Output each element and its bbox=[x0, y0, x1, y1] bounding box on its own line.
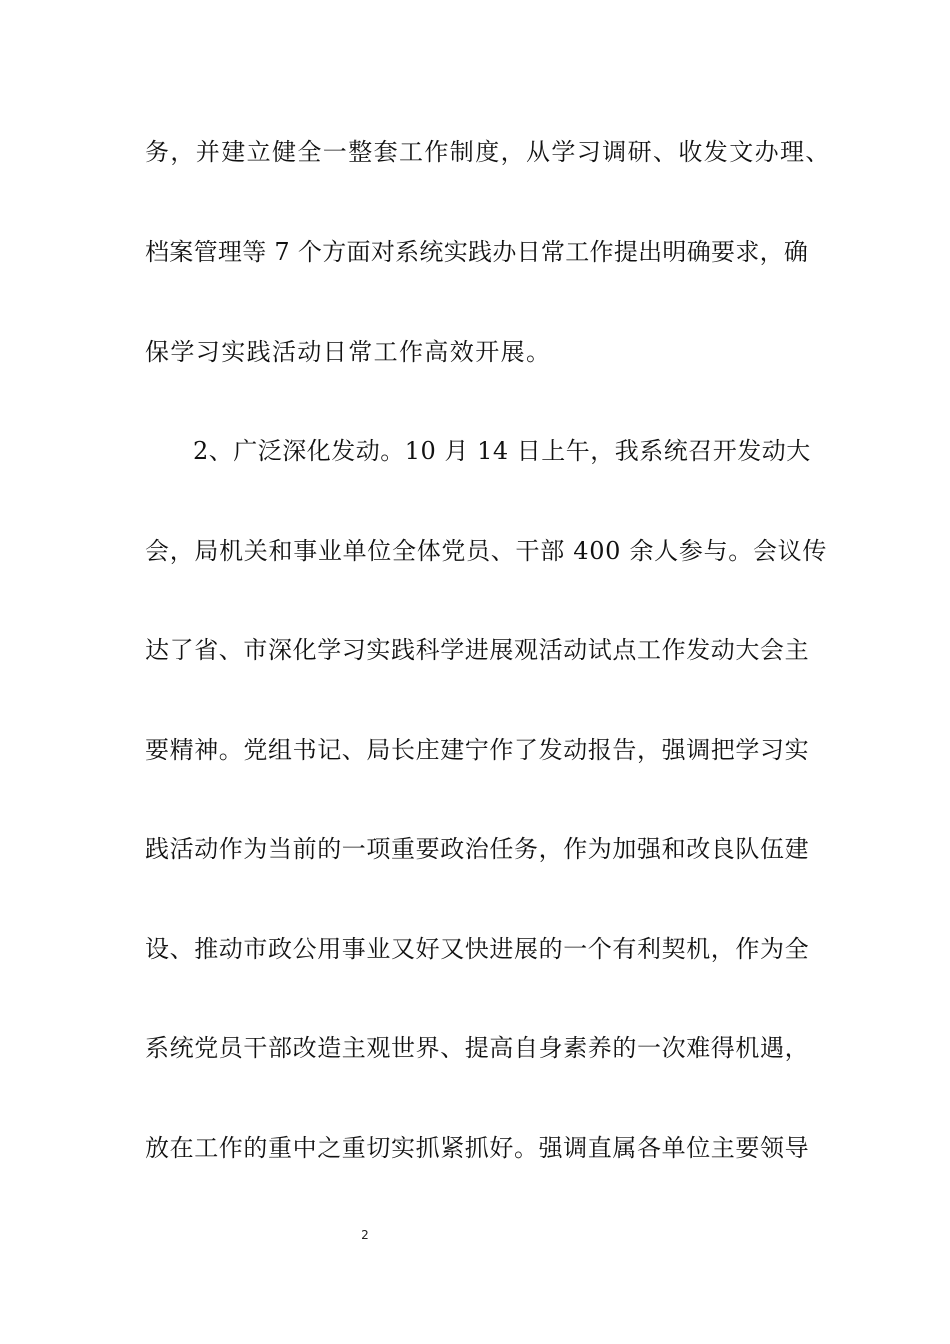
paragraph-line: 2、广泛深化发动。10 月 14 日上午，我系统召开发动大 bbox=[193, 437, 811, 465]
paragraph-line: 放在工作的重中之重切实抓紧抓好。强调直属各单位主要领导 bbox=[145, 1134, 810, 1162]
page-number: 2 bbox=[361, 1228, 369, 1242]
paragraph-line: 会，局机关和事业单位全体党员、干部 400 余人参与。会议传 bbox=[145, 537, 828, 565]
paragraph-line: 要精神。党组书记、局长庄建宁作了发动报告，强调把学习实 bbox=[145, 736, 810, 764]
paragraph-line: 系统党员干部改造主观世界、提高自身素养的一次难得机遇， bbox=[145, 1034, 810, 1062]
paragraph-line: 务，并建立健全一整套工作制度，从学习调研、收发文办理、 bbox=[145, 138, 831, 166]
paragraph-line: 践活动作为当前的一项重要政治任务，作为加强和改良队伍建 bbox=[145, 835, 810, 863]
paragraph-line: 达了省、市深化学习实践科学进展观活动试点工作发动大会主 bbox=[145, 636, 810, 664]
paragraph-line: 设、推动市政公用事业又好又快进展的一个有利契机，作为全 bbox=[145, 935, 810, 963]
paragraph-line: 档案管理等 7 个方面对系统实践办日常工作提出明确要求，确 bbox=[145, 238, 809, 266]
paragraph-line: 保学习实践活动日常工作高效开展。 bbox=[145, 338, 552, 366]
